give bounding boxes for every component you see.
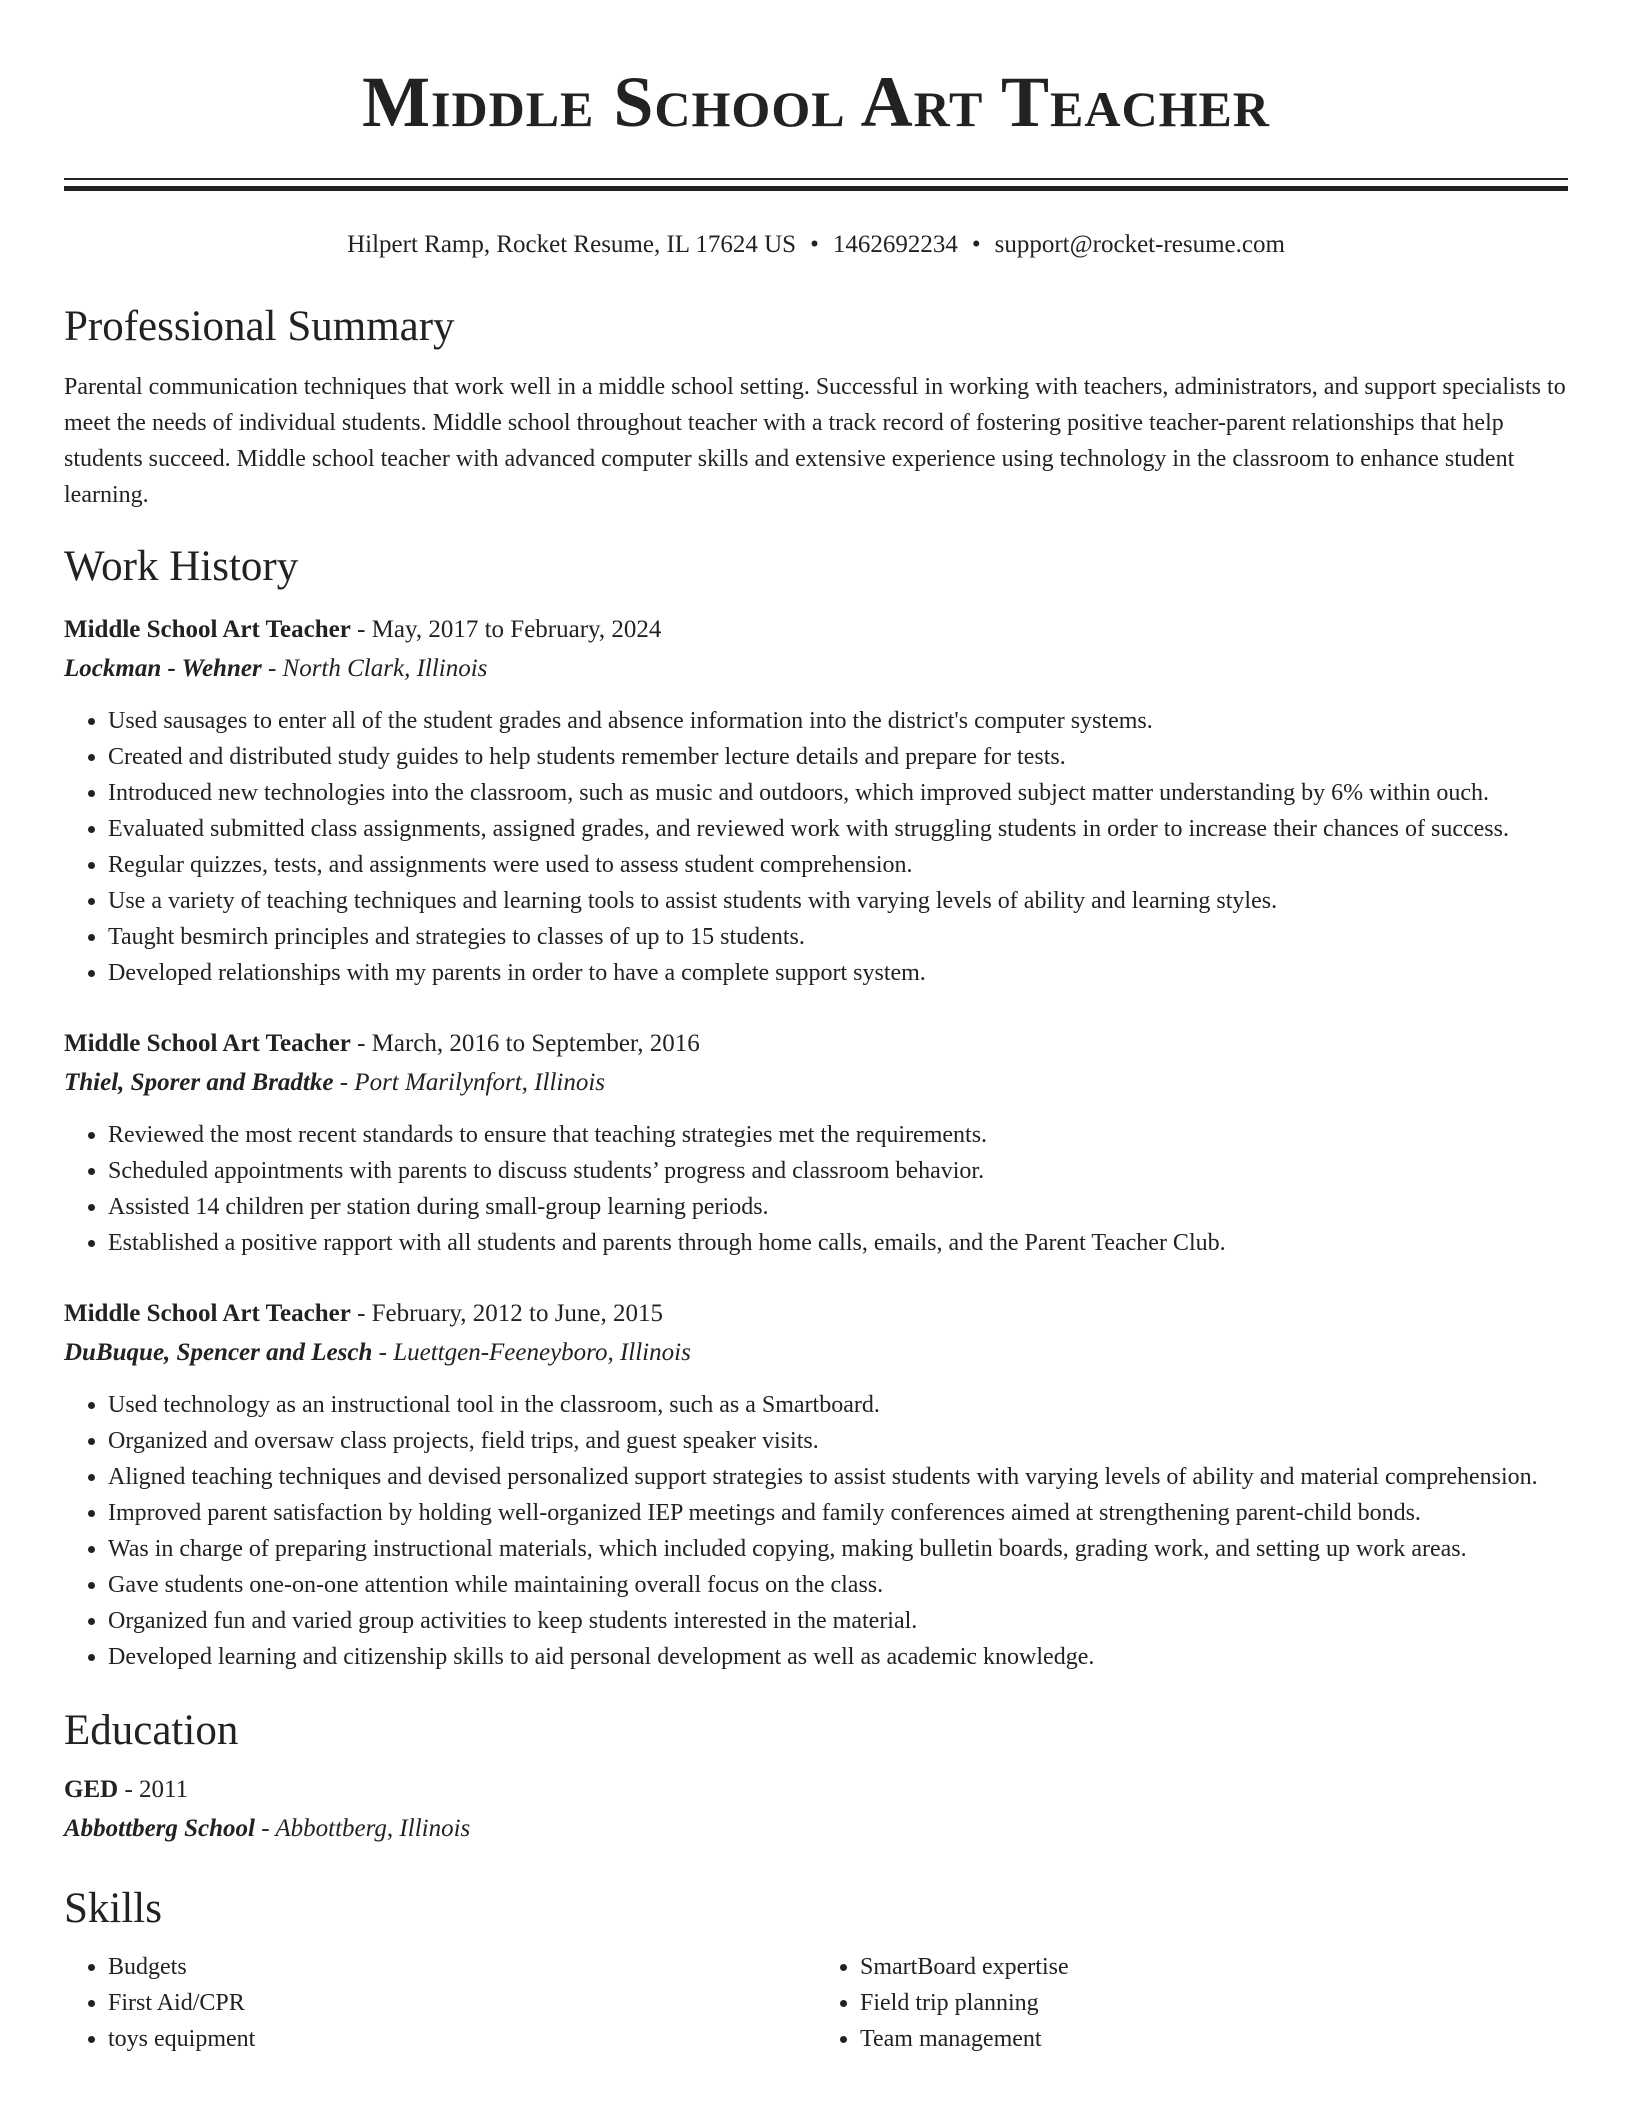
skill-item: • SmartBoard expertise [860,1949,1568,1985]
skill-item: • Field trip planning [860,1985,1568,2021]
list-item: • Improved parent satisfaction by holding well-organized IEP meetings and family conferences aimed at strengthening parent-child bonds. [108,1495,1568,1531]
job-company: Lockman - Wehner [64,655,262,682]
job-title-line [64,1025,1568,1063]
section-heading-work: Work History [64,543,299,590]
summary-section [64,301,1568,513]
job-company: DuBuque, Spencer and Lesch [64,1339,373,1366]
list-item: • Regular quizzes, tests, and assignments were used to assess student comprehension. [108,847,1568,883]
divider [64,186,1568,191]
list-item: • Evaluated submitted class assignments, assigned grades, and reviewed work with struggling students in order to increase their chances of success. [108,811,1568,847]
job-title: Middle School Art Teacher [64,1030,351,1057]
job-bullets [64,1117,1568,1261]
divider [64,178,1568,180]
section-heading-education: Education [64,1707,239,1754]
school-line [64,1809,1568,1849]
job-entry [64,1295,1568,1675]
skill-item: • Budgets [108,1949,816,1985]
work-history-section [64,541,1568,1675]
summary-text: Parental communication techniques that work well in a middle school setting. Successful in working with teachers, administrators, and support specialists to meet the needs of individual students. Middle school throughout teacher with a track record of fostering positive teacher-parent relationships that help students succeed. Middle school teacher with advanced computer skills and extensive experience using technology in the classroom to enhance student learning. [64,374,1566,508]
list-item: • Developed learning and citizenship skills to aid personal development as well as academic knowledge. [108,1639,1568,1675]
list-item: • Aligned teaching techniques and devised personalized support strategies to assist students with varying levels of ability and material comprehension. [108,1459,1568,1495]
skill-item: • toys equipment [108,2021,816,2057]
job-company-line [64,1333,1568,1373]
list-item: • Organized fun and varied group activities to keep students interested in the material. [108,1603,1568,1639]
list-item: • Scheduled appointments with parents to discuss students’ progress and classroom behavior. [108,1153,1568,1189]
list-item: • Developed relationships with my parents in order to have a complete support system. [108,955,1568,991]
list-item: • Assisted 14 children per station during small-group learning periods. [108,1189,1568,1225]
job-title: Middle School Art Teacher [64,1300,351,1327]
skill-item: • First Aid/CPR [108,1985,816,2021]
list-item: • Organized and oversaw class projects, field trips, and guest speaker visits. [108,1423,1568,1459]
contact-address: Hilpert Ramp, Rocket Resume, IL 17624 US [347,231,797,258]
list-item: • Used sausages to enter all of the student grades and absence information into the district's computer systems. [108,703,1568,739]
list-item: • Use a variety of teaching techniques and learning tools to assist students with varying levels of ability and learning styles. [108,883,1568,919]
job-company: Thiel, Sporer and Bradtke [64,1069,334,1096]
section-heading-skills: Skills [64,1885,162,1932]
contact-separator: • [971,231,981,258]
contact-phone: 1462692234 [832,231,958,258]
education-entry [64,1771,1568,1849]
job-bullets [64,1387,1568,1675]
list-item: • Taught besmirch principles and strategies to classes of up to 15 students. [108,919,1568,955]
job-dates: - May, 2017 to February, 2024 [350,616,662,643]
contact-separator: • [810,231,819,258]
list-item: • Introduced new technologies into the classroom, such as music and outdoors, which improved subject matter understanding by 6% within ouch. [108,775,1568,811]
job-bullets [64,703,1568,991]
skills-columns [64,1949,1568,2057]
list-item: • Created and distributed study guides to help students remember lecture details and prepare for tests. [108,739,1568,775]
job-entry [64,1025,1568,1261]
section-heading-summary: Professional Summary [64,303,455,350]
list-item: • Was in charge of preparing instructional materials, which included copying, making bulletin boards, grading work, and setting up work areas. [108,1531,1568,1567]
job-entry [64,611,1568,991]
job-dates: - March, 2016 to September, 2016 [350,1030,700,1057]
job-company-line [64,649,1568,689]
list-item: • Used technology as an instructional tool in the classroom, such as a Smartboard. [108,1387,1568,1423]
contact-email: support@rocket-resume.com [994,231,1285,258]
job-title-line [64,611,1568,649]
job-company-line [64,1063,1568,1103]
job-location: - Luettgen-Feeneyboro, Illinois [372,1339,691,1366]
skills-list-left [64,1949,816,2057]
school-name: Abbottberg School [64,1815,255,1842]
skill-item: • Team management [860,2021,1568,2057]
skills-list-right [816,1949,1568,2057]
job-title-line [64,1295,1568,1333]
list-item: • Established a positive rapport with all students and parents through home calls, emails, and the Parent Teacher Club. [108,1225,1568,1261]
job-dates: - February, 2012 to June, 2015 [350,1300,664,1327]
contact-line [64,229,1568,261]
degree-year: - 2011 [118,1776,189,1803]
degree: GED [64,1776,119,1803]
job-location: - Port Marilynfort, Illinois [333,1069,606,1096]
list-item: • Reviewed the most recent standards to ensure that teaching strategies met the requirements. [108,1117,1568,1153]
degree-line [64,1771,1568,1809]
education-section [64,1705,1568,1849]
page-title: Middle School Art Teacher [362,62,1270,142]
job-title: Middle School Art Teacher [64,616,351,643]
list-item: • Gave students one-on-one attention while maintaining overall focus on the class. [108,1567,1568,1603]
job-location: - North Clark, Illinois [261,655,488,682]
school-location: - Abbottberg, Illinois [255,1815,471,1842]
skills-section [64,1883,1568,2057]
